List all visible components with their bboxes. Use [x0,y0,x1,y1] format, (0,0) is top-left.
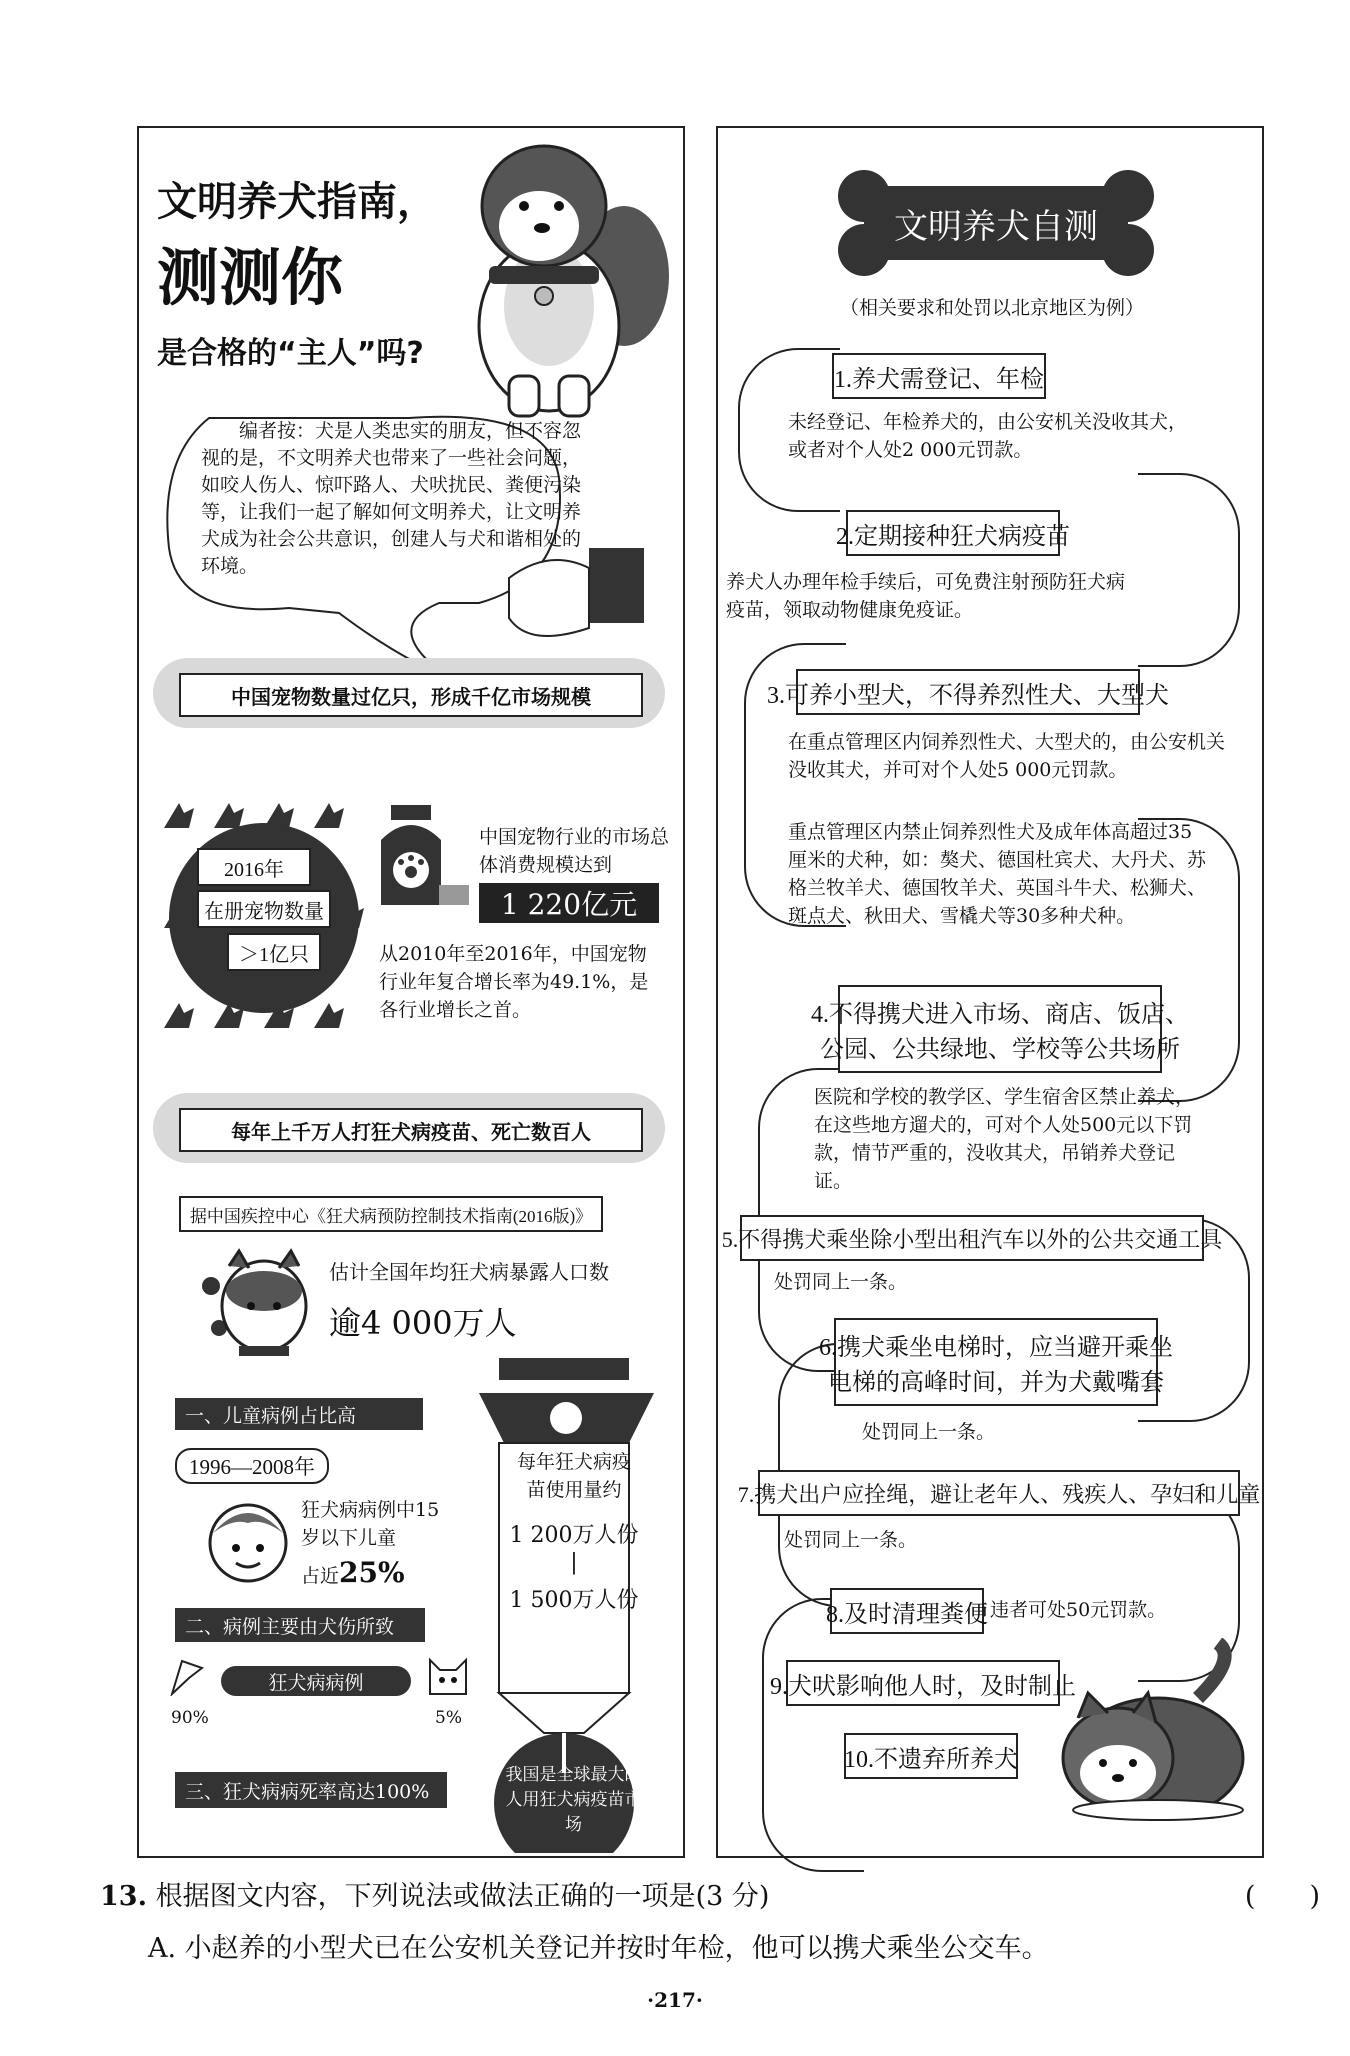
editor-note: 编者按：犬是人类忠实的朋友，但不容忽视的是，不文明养犬也带来了一些社会问题，如咬人伤人、惊吓路人、犬吠扰民、粪便污染等，让我们一起了解如何文明养犬，让文明养犬成为社会公共意识，创建人与犬和谐相处的环境。 [201,420,582,577]
pct-cat: 5% [435,1708,462,1728]
child-face-icon [203,1493,293,1588]
item-4-line1: 4.不得携犬进入市场、商店、饭店、 [811,1002,1189,1028]
item-6 [819,1318,1173,1406]
vaccine-high: 1 500万人份 [509,1588,639,1613]
item-2: 2.定期接种狂犬病疫苗 [846,510,1060,556]
item-7: 7.携犬出户应拴绳，避让老年人、残疾人、孕妇和儿童 [758,1470,1240,1516]
market-largest: 我国是全球最大的人用狂犬病疫苗市场 [505,1765,642,1835]
growth-text: 从2010年至2016年，中国宠物行业年复合增长率为49.1%，是各行业增长之首。 [379,943,649,1021]
item-3: 3.可养小型犬，不得养烈性犬、大型犬 [796,669,1140,715]
child-pct-prefix: 占近 [301,1565,340,1587]
item-5-text: 处罚同上一条。 [774,1271,908,1293]
item-3-text: 在重点管理区内饲养烈性犬、大型犬的，由公安机关没收其犬，并可对个人处5 000元罚款。 [788,731,1226,781]
item-4-text: 医院和学校的教学区、学生宿舍区禁止养犬，在这些地方遛犬的，可对个人处500元以下罚款，情节严重的，没收其犬，吊销养犬登记证。 [814,1086,1195,1192]
item-6-text: 处罚同上一条。 [862,1421,996,1443]
answer-paren: ( ) [1244,1881,1320,1912]
title-line2: 测测你 [157,241,344,314]
vaccine-dash: | [570,1550,578,1575]
source-citation: 据中国疾控中心《狂犬病预防控制技术指南(2016版)》 [179,1196,603,1232]
bar-children-cases: 一、儿童病例占比高 [175,1398,423,1430]
page-number: ·217· [647,1988,703,2012]
cat-head-icon [424,1654,472,1698]
title-line1: 文明养犬指南， [157,179,437,225]
market-text: 中国宠物行业的市场总体消费规模达到 [479,826,670,876]
sitting-dog-illustration [449,136,679,426]
rabies-label: 狂犬病病例 [221,1666,411,1696]
child-pct: 25% [339,1556,405,1589]
left-infographic-panel [137,126,685,1858]
item-3-text2: 重点管理区内禁止饲养烈性犬及成年体高超过35厘米的犬种，如：獒犬、德国杜宾犬、大丹犬、苏格兰牧羊犬、德国牧羊犬、英国斗牛犬、松狮犬、斑点犬、秋田犬、雪橇犬等30多种犬种。 [788,821,1207,927]
vaccine-low: 1 200万人份 [509,1523,639,1548]
title-line3: 是合格的“主人”吗? [157,336,424,371]
exposure-value: 逾4 000万人 [329,1304,517,1342]
section2-title: 每年上千万人打狂犬病疫苗、死亡数百人 [179,1108,643,1152]
child-pct-line [301,1556,405,1589]
flow-curve [1138,473,1240,667]
child-text: 狂犬病病例中15岁以下儿童 [301,1499,440,1549]
section1-title: 中国宠物数量过亿只，形成千亿市场规模 [179,673,643,717]
option-a: A. 小赵养的小型犬已在公安机关登记并按时年检，他可以携犬乘坐公交车。 [148,1933,1049,1964]
item-6-line1: 6.携犬乘坐电梯时，应当避开乘坐 [819,1335,1173,1361]
item-6-line2: 电梯的高峰时间，并为犬戴嘴套 [828,1370,1164,1396]
item-10: 10.不遗弃所养犬 [844,1733,1018,1779]
question-13 [100,1874,1320,1918]
item-1: 1.养犬需登记、年检 [832,353,1046,399]
exposure-text: 估计全国年均狂犬病暴露人口数 [329,1260,609,1284]
bar-dog-bites: 二、病例主要由犬伤所致 [175,1608,425,1642]
right-checklist-panel [716,126,1264,1858]
vaccine-text: 每年狂犬病疫苗使用量约 [516,1451,631,1501]
lying-dog-illustration [1048,1638,1248,1828]
money-jar-icon [371,800,471,910]
item-8-text: 违者可处50元罚款。 [990,1599,1167,1621]
circle-label: 在册宠物数量 [197,890,331,928]
flag-icon [167,1656,207,1696]
question-number: 13. [100,1881,147,1912]
dog-head-icon [199,1246,319,1376]
right-title: 文明养犬自测 [894,206,1098,247]
item-4 [811,985,1189,1073]
item-8: 8.及时清理粪便 [830,1588,984,1634]
years-badge: 1996—2008年 [175,1448,329,1484]
item-7-text: 处罚同上一条。 [784,1529,918,1551]
item-9: 9.犬吠影响他人时，及时制止 [786,1660,1060,1706]
item-1-text: 未经登记、年检养犬的，由公安机关没收其犬，或者对个人处2 000元罚款。 [788,411,1188,461]
circle-year: 2016年 [197,848,311,886]
item-2-text: 养犬人办理年检手续后，可免费注射预防狂犬病疫苗，领取动物健康免疫证。 [726,571,1126,621]
bar-fatality: 三、狂犬病病死率高达100% [175,1772,447,1808]
item-5: 5.不得携犬乘坐除小型出租汽车以外的公共交通工具 [740,1215,1204,1261]
market-value: 1 220亿元 [479,883,659,923]
question-stem: 根据图文内容，下列说法或做法正确的一项是(3 分) [155,1881,770,1912]
pct-dog: 90% [171,1708,209,1728]
item-4-line2: 公园、公共绿地、学校等公共场所 [820,1037,1180,1063]
right-subtitle: （相关要求和处罚以北京地区为例） [839,297,1144,319]
circle-value: ＞1亿只 [227,933,321,971]
